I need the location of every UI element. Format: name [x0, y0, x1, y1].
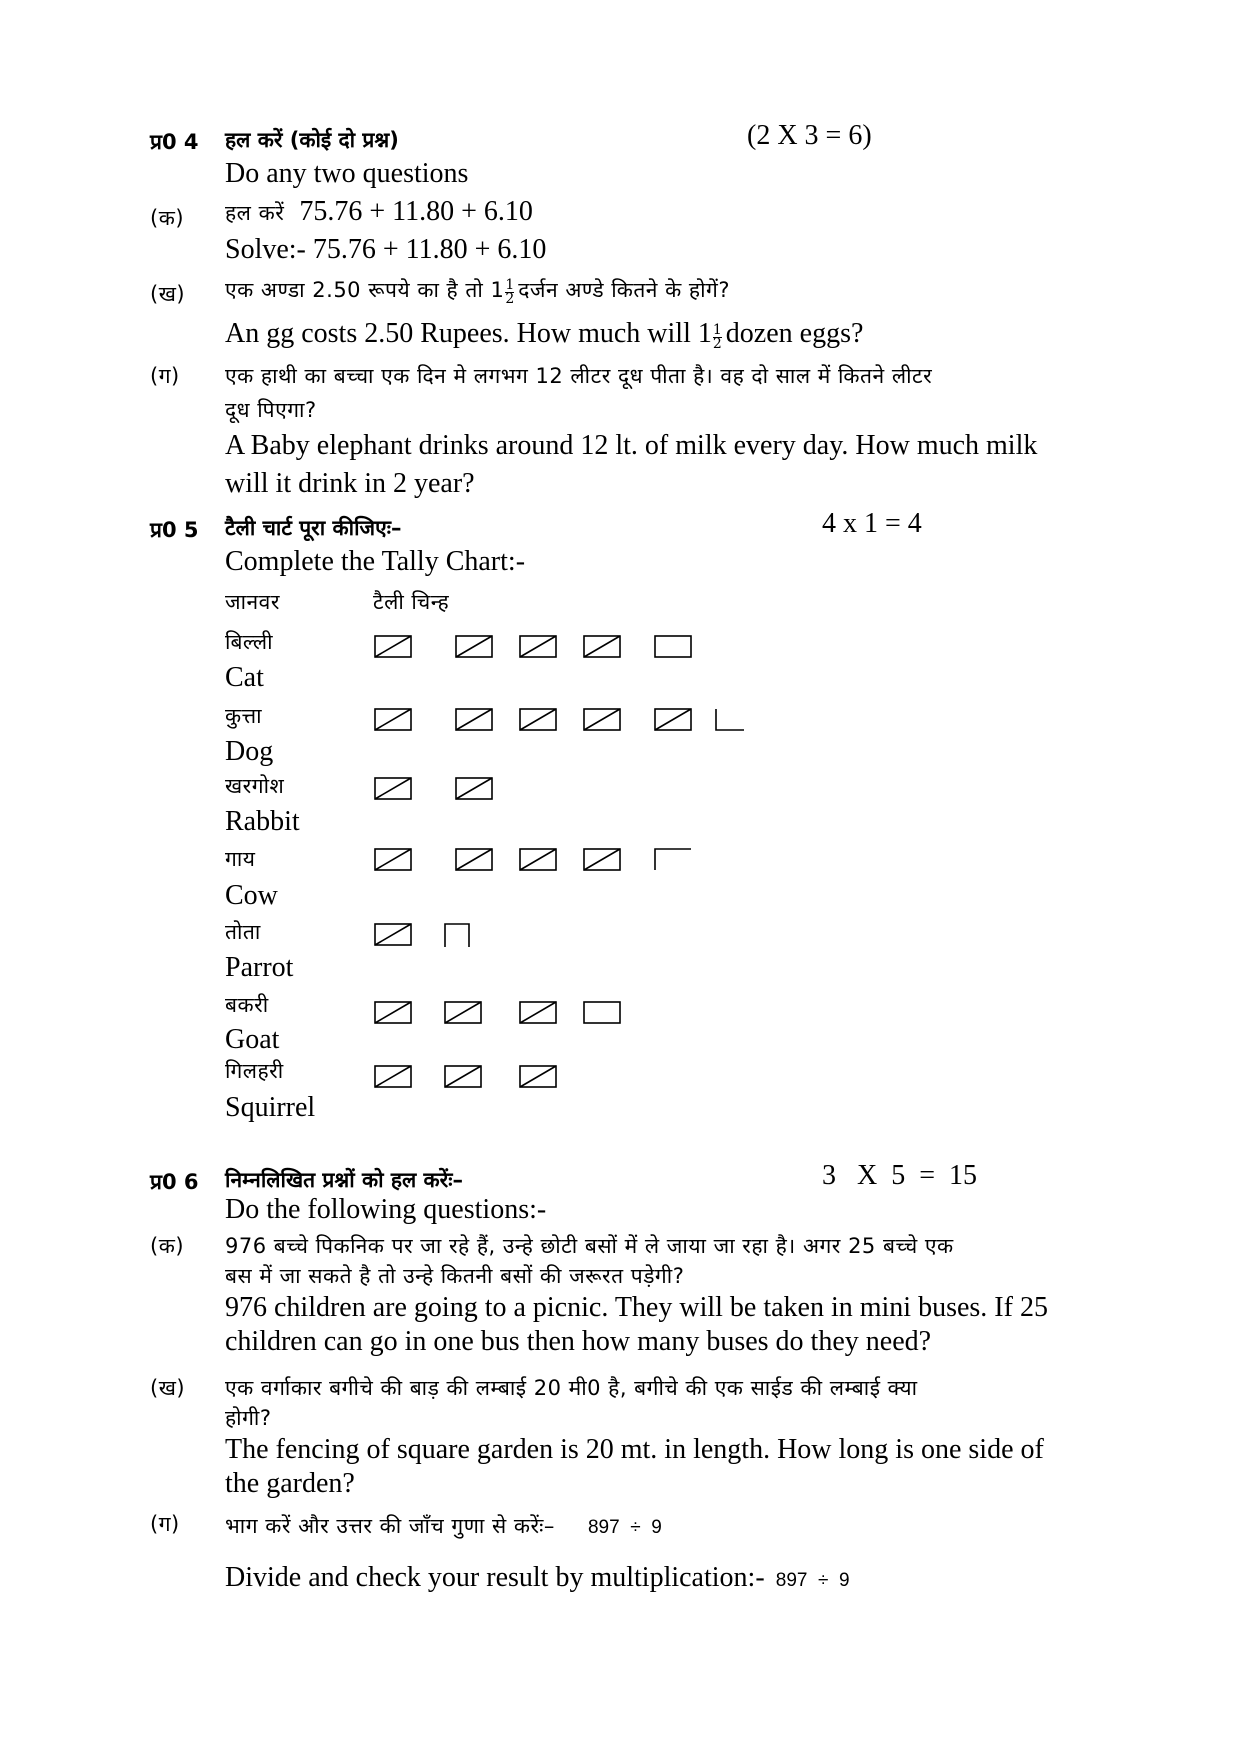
q6c-hindi-expression: 897 ÷ 9: [587, 1517, 662, 1538]
tally-mark-cat-3: [518, 633, 560, 661]
tally-mark-cow-5: [653, 846, 695, 874]
tally-mark-squirrel-3: [518, 1063, 560, 1091]
q6c-english-expression: 897 ÷ 9: [775, 1570, 850, 1591]
tally-column-animal: जानवर: [225, 590, 280, 614]
q5-marks: 4 x 1 = 4: [822, 508, 922, 539]
q4c-label: (ग): [150, 364, 180, 388]
animal-hindi-squirrel: गिलहरी: [225, 1059, 284, 1083]
fraction-numerator: 1: [505, 277, 515, 293]
q6b-label: (ख): [150, 1376, 186, 1400]
tally-mark-goat-2: [443, 999, 485, 1027]
animal-english-rabbit: Rabbit: [225, 806, 300, 837]
tally-mark-rabbit-1: [373, 775, 415, 803]
q4c-english-line2: will it drink in 2 year?: [225, 468, 475, 499]
q6b-english-line1: The fencing of square garden is 20 mt. in length. How long is one side of: [225, 1434, 1044, 1465]
animal-english-dog: Dog: [225, 736, 274, 767]
tally-mark-cat-1: [373, 633, 415, 661]
q4b-english-fraction: [713, 324, 722, 351]
tally-mark-goat-4: [582, 999, 624, 1027]
q4c-english-line1: A Baby elephant drinks around 12 lt. of milk every day. How much milk: [225, 430, 1038, 461]
tally-mark-dog-5: [653, 706, 695, 734]
tally-mark-cat-2: [454, 633, 496, 661]
tally-mark-cow-2: [454, 846, 496, 874]
tally-column-marks: टैली चिन्ह: [373, 590, 450, 614]
animal-hindi-cat: बिल्ली: [225, 630, 274, 654]
tally-mark-cow-1: [373, 846, 415, 874]
animal-english-squirrel: Squirrel: [225, 1092, 316, 1123]
q4a-label: (क): [150, 206, 185, 230]
q4a-hindi: [225, 196, 533, 228]
animal-hindi-parrot: तोता: [225, 920, 261, 944]
q4c-hindi-line2: दूध पिएगा?: [225, 398, 317, 422]
animal-hindi-rabbit: खरगोश: [225, 774, 285, 798]
q4-title-hindi: हल करें (कोई दो प्रश्न): [225, 128, 399, 152]
tally-mark-dog-1: [373, 706, 415, 734]
animal-hindi-dog: कुत्ता: [225, 704, 263, 728]
tally-mark-parrot-2: [443, 921, 473, 949]
animal-hindi-goat: बकरी: [225, 993, 269, 1017]
tally-mark-goat-3: [518, 999, 560, 1027]
q6c-label: (ग): [150, 1512, 180, 1536]
q4b-english-part2: dozen eggs?: [725, 318, 864, 349]
q6b-english-line2: the garden?: [225, 1468, 355, 1499]
tally-mark-squirrel-2: [443, 1063, 485, 1091]
animal-english-goat: Goat: [225, 1024, 280, 1055]
tally-mark-dog-4: [582, 706, 624, 734]
q6a-english-line1: 976 children are going to a picnic. They will be taken in mini buses. If 25: [225, 1292, 1048, 1323]
q4b-hindi: [225, 276, 730, 306]
q4a-hindi-prefix: हल करें: [225, 201, 285, 225]
q6a-label: (क): [150, 1234, 185, 1258]
tally-mark-dog-3: [518, 706, 560, 734]
q6c-hindi: [225, 1512, 662, 1540]
q4a-english: Solve:- 75.76 + 11.80 + 6.10: [225, 234, 547, 265]
animal-english-cat: Cat: [225, 662, 264, 693]
q4b-label: (ख): [150, 282, 186, 306]
q4c-hindi-line1: एक हाथी का बच्चा एक दिन मे लगभग 12 लीटर दूध पीता है। वह दो साल में कितने लीटर: [225, 364, 933, 388]
animal-english-cow: Cow: [225, 880, 278, 911]
q4b-hindi-part1: एक अण्डा 2.50 रूपये का है तो 1: [225, 278, 505, 302]
q4b-english-part1: An gg costs 2.50 Rupees. How much will 1: [225, 318, 712, 349]
q6c-english: [225, 1562, 850, 1594]
tally-mark-dog-2: [454, 706, 496, 734]
tally-mark-cat-4: [582, 633, 624, 661]
q4a-hindi-expression: 75.76 + 11.80 + 6.10: [299, 196, 533, 227]
q6-title-hindi: निम्नलिखित प्रश्नों को हल करेंः–: [225, 1168, 463, 1192]
q5-title-hindi: टैली चार्ट पूरा कीजिएः–: [225, 516, 402, 540]
q4-number: प्र0 4: [150, 130, 199, 154]
tally-mark-cat-5: [653, 633, 695, 661]
fraction-numerator: 1: [712, 322, 722, 338]
q6b-hindi-line2: होगी?: [225, 1406, 272, 1430]
q4-marks: (2 X 3 = 6): [747, 120, 872, 151]
q4-title-english: Do any two questions: [225, 158, 469, 189]
q6a-hindi-line2: बस में जा सकते है तो उन्हे कितनी बसों की जरूरत पड़ेगी?: [225, 1264, 685, 1288]
q5-number: प्र0 5: [150, 518, 199, 542]
tally-mark-squirrel-1: [373, 1063, 415, 1091]
q6-number: प्र0 6: [150, 1170, 199, 1194]
q6a-hindi-line1: 976 बच्चे पिकनिक पर जा रहे हैं, उन्हे छोटी बसों में ले जाया जा रहा है। अगर 25 बच्चे एक: [225, 1234, 954, 1258]
q6c-english-text: Divide and check your result by multiplication:-: [225, 1562, 765, 1593]
tally-mark-goat-1: [373, 999, 415, 1027]
q6a-english-line2: children can go in one bus then how many buses do they need?: [225, 1326, 932, 1357]
q6-title-english: Do the following questions:-: [225, 1194, 547, 1225]
tally-mark-parrot-1: [373, 921, 415, 949]
animal-english-parrot: Parrot: [225, 952, 294, 983]
tally-mark-rabbit-2: [454, 775, 496, 803]
q6-marks: 3 X 5 = 15: [822, 1160, 978, 1191]
fraction-denominator: 2: [712, 336, 722, 352]
q4b-hindi-fraction: [505, 279, 514, 306]
tally-mark-dog-6: [714, 706, 756, 734]
tally-mark-cow-4: [582, 846, 624, 874]
q4b-english: [225, 318, 863, 351]
q5-title-english: Complete the Tally Chart:-: [225, 546, 526, 577]
animal-hindi-cow: गाय: [225, 847, 256, 871]
q6b-hindi-line1: एक वर्गाकार बगीचे की बाड़ की लम्बाई 20 मी0 है, बगीचे की एक साईड की लम्बाई क्या: [225, 1376, 918, 1400]
fraction-denominator: 2: [505, 291, 515, 307]
q6c-hindi-text: भाग करें और उत्तर की जाँच गुणा से करेंः–: [225, 1514, 555, 1538]
tally-mark-cow-3: [518, 846, 560, 874]
q4b-hindi-part2: दर्जन अण्डे कितने के होगें?: [518, 278, 730, 302]
